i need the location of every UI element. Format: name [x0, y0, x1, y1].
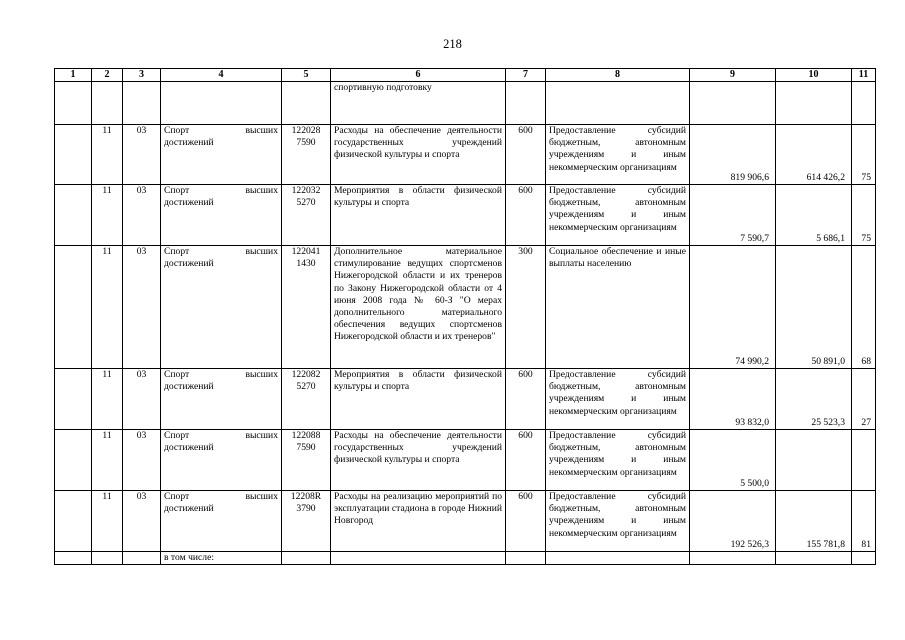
kbsr-part: 122082 — [291, 369, 321, 380]
purpose-cell: Расходы на реализацию мероприятий по эксплуатации стадиона в городе Нижний Новгород — [331, 491, 506, 552]
purpose-cell: Мероприятия в области физической культуры и спорта — [331, 185, 506, 246]
percent-cell: 68 — [852, 246, 876, 369]
name-part: достижений — [164, 197, 214, 209]
kbsr-cell — [282, 246, 331, 369]
col-header: 5 — [282, 69, 331, 82]
percent-cell: 81 — [852, 491, 876, 552]
kbsr-cell — [282, 369, 331, 430]
kbsr-part: 122088 — [291, 430, 321, 441]
name-cell — [161, 246, 282, 369]
name-part: Спорт — [164, 246, 190, 257]
table-row — [55, 82, 876, 125]
podrazdel-cell: 03 — [123, 369, 161, 430]
blank-cell — [55, 125, 92, 185]
vr-cell: 600 — [506, 125, 546, 185]
name-part: высших — [245, 185, 278, 196]
podrazdel-cell: 03 — [123, 491, 161, 552]
name-part: высших — [245, 125, 278, 136]
blank-cell — [55, 369, 92, 430]
value-plan-cell: 5 500,0 — [690, 430, 776, 491]
kbsr-part: 122041 — [291, 246, 321, 257]
table-row — [55, 185, 876, 246]
name-part: достижений — [164, 442, 214, 454]
kbsr-cell — [282, 125, 331, 185]
value-fact-cell: 614 426,2 — [776, 125, 852, 185]
percent-cell: 75 — [852, 125, 876, 185]
col-header: 11 — [852, 69, 876, 82]
vr-name-cell: Предоставление субсидий бюджетным, автономным учреждениям и иным некоммерческим организациям — [546, 491, 690, 552]
percent-cell: 75 — [852, 185, 876, 246]
table-row — [55, 430, 876, 491]
vr-name-cell: Предоставление субсидий бюджетным, автономным учреждениям и иным некоммерческим организациям — [546, 125, 690, 185]
blank-cell — [55, 185, 92, 246]
vr-cell: 600 — [506, 185, 546, 246]
table-row — [55, 491, 876, 552]
value-plan-cell: 7 590,7 — [690, 185, 776, 246]
razdel-cell: 11 — [92, 430, 123, 491]
name-part: Спорт — [164, 430, 190, 441]
col-header: 10 — [776, 69, 852, 82]
kbsr-part: 5270 — [296, 381, 316, 393]
value-plan-cell: 93 832,0 — [690, 369, 776, 430]
name-cell — [161, 430, 282, 491]
kbsr-cell — [282, 185, 331, 246]
page-number: 218 — [443, 37, 462, 51]
value-fact-cell: 50 891,0 — [776, 246, 852, 369]
value-fact-cell: 5 686,1 — [776, 185, 852, 246]
podrazdel-cell: 03 — [123, 430, 161, 491]
podrazdel-cell: 03 — [123, 185, 161, 246]
kbsr-part: 1430 — [296, 258, 316, 270]
table-row — [55, 552, 876, 565]
name-part: высших — [245, 246, 278, 257]
razdel-cell: 11 — [92, 491, 123, 552]
name-part: достижений — [164, 503, 214, 515]
name-part: высших — [245, 491, 278, 502]
name-part: высших — [245, 430, 278, 441]
header-row — [55, 69, 876, 82]
name-part: Спорт — [164, 491, 190, 502]
vr-cell: 300 — [506, 246, 546, 369]
blank-cell — [55, 246, 92, 369]
name-part: Спорт — [164, 125, 190, 136]
vr-cell: 600 — [506, 369, 546, 430]
table-row — [55, 125, 876, 185]
value-plan-cell: 192 526,3 — [690, 491, 776, 552]
value-fact-cell: 155 781,8 — [776, 491, 852, 552]
name-part: достижений — [164, 381, 214, 393]
kbsr-cell — [282, 491, 331, 552]
kbsr-part: 12208R — [290, 491, 322, 502]
col-header: 7 — [506, 69, 546, 82]
kbsr-part: 7590 — [296, 442, 316, 454]
vr-name-cell: Предоставление субсидий бюджетным, автономным учреждениям и иным некоммерческим организациям — [546, 185, 690, 246]
purpose-cell: Расходы на обеспечение деятельности государственных учреждений физической культуры и спорта — [331, 125, 506, 185]
name-cell — [161, 125, 282, 185]
podrazdel-cell: 03 — [123, 125, 161, 185]
name-part: высших — [245, 369, 278, 380]
vr-name-cell: Социальное обеспечение и иные выплаты населению — [546, 246, 690, 369]
col-header: 1 — [55, 69, 92, 82]
razdel-cell: 11 — [92, 185, 123, 246]
razdel-cell: 11 — [92, 369, 123, 430]
name-part: достижений — [164, 137, 214, 149]
kbsr-part: 7590 — [296, 137, 316, 149]
razdel-cell: 11 — [92, 246, 123, 369]
name-cell — [161, 491, 282, 552]
vr-name-cell: Предоставление субсидий бюджетным, автономным учреждениям и иным некоммерческим организациям — [546, 430, 690, 491]
note-cell: в том числе: — [161, 552, 282, 565]
purpose-cell: спортивную подготовку — [331, 82, 506, 125]
vr-name-cell: Предоставление субсидий бюджетным, автономным учреждениям и иным некоммерческим организациям — [546, 369, 690, 430]
budget-table — [54, 68, 876, 565]
purpose-cell: Расходы на обеспечение деятельности государственных учреждений физической культуры и спорта — [331, 430, 506, 491]
podrazdel-cell: 03 — [123, 246, 161, 369]
value-fact-cell: 25 523,3 — [776, 369, 852, 430]
table-row — [55, 246, 876, 369]
kbsr-part: 122028 — [291, 125, 321, 136]
blank-cell — [55, 430, 92, 491]
col-header: 9 — [690, 69, 776, 82]
vr-cell: 600 — [506, 491, 546, 552]
name-part: Спорт — [164, 185, 190, 196]
table-row — [55, 369, 876, 430]
col-header: 2 — [92, 69, 123, 82]
purpose-cell: Дополнительное материальное стимулирование ведущих спортсменов Нижегородской области и их тренеров по Закону Нижегородской области от 4 июня 2008 года № 60-З "О мерах дополнительного материального обеспечения ведущих спортсменов Нижегородской области и их тренеров" — [331, 246, 506, 369]
kbsr-part: 3790 — [296, 503, 316, 515]
name-cell — [161, 185, 282, 246]
name-cell — [161, 369, 282, 430]
percent-cell: 27 — [852, 369, 876, 430]
value-plan-cell: 74 990,2 — [690, 246, 776, 369]
purpose-cell: Мероприятия в области физической культуры и спорта — [331, 369, 506, 430]
col-header: 6 — [331, 69, 506, 82]
col-header: 4 — [161, 69, 282, 82]
kbsr-part: 122032 — [291, 185, 321, 196]
value-plan-cell: 819 906,6 — [690, 125, 776, 185]
vr-cell: 600 — [506, 430, 546, 491]
name-part: достижений — [164, 258, 214, 270]
kbsr-cell — [282, 430, 331, 491]
col-header: 3 — [123, 69, 161, 82]
razdel-cell: 11 — [92, 125, 123, 185]
blank-cell — [55, 491, 92, 552]
col-header: 8 — [546, 69, 690, 82]
percent-cell — [852, 430, 876, 491]
name-part: Спорт — [164, 369, 190, 380]
kbsr-part: 5270 — [296, 197, 316, 209]
value-fact-cell — [776, 430, 852, 491]
